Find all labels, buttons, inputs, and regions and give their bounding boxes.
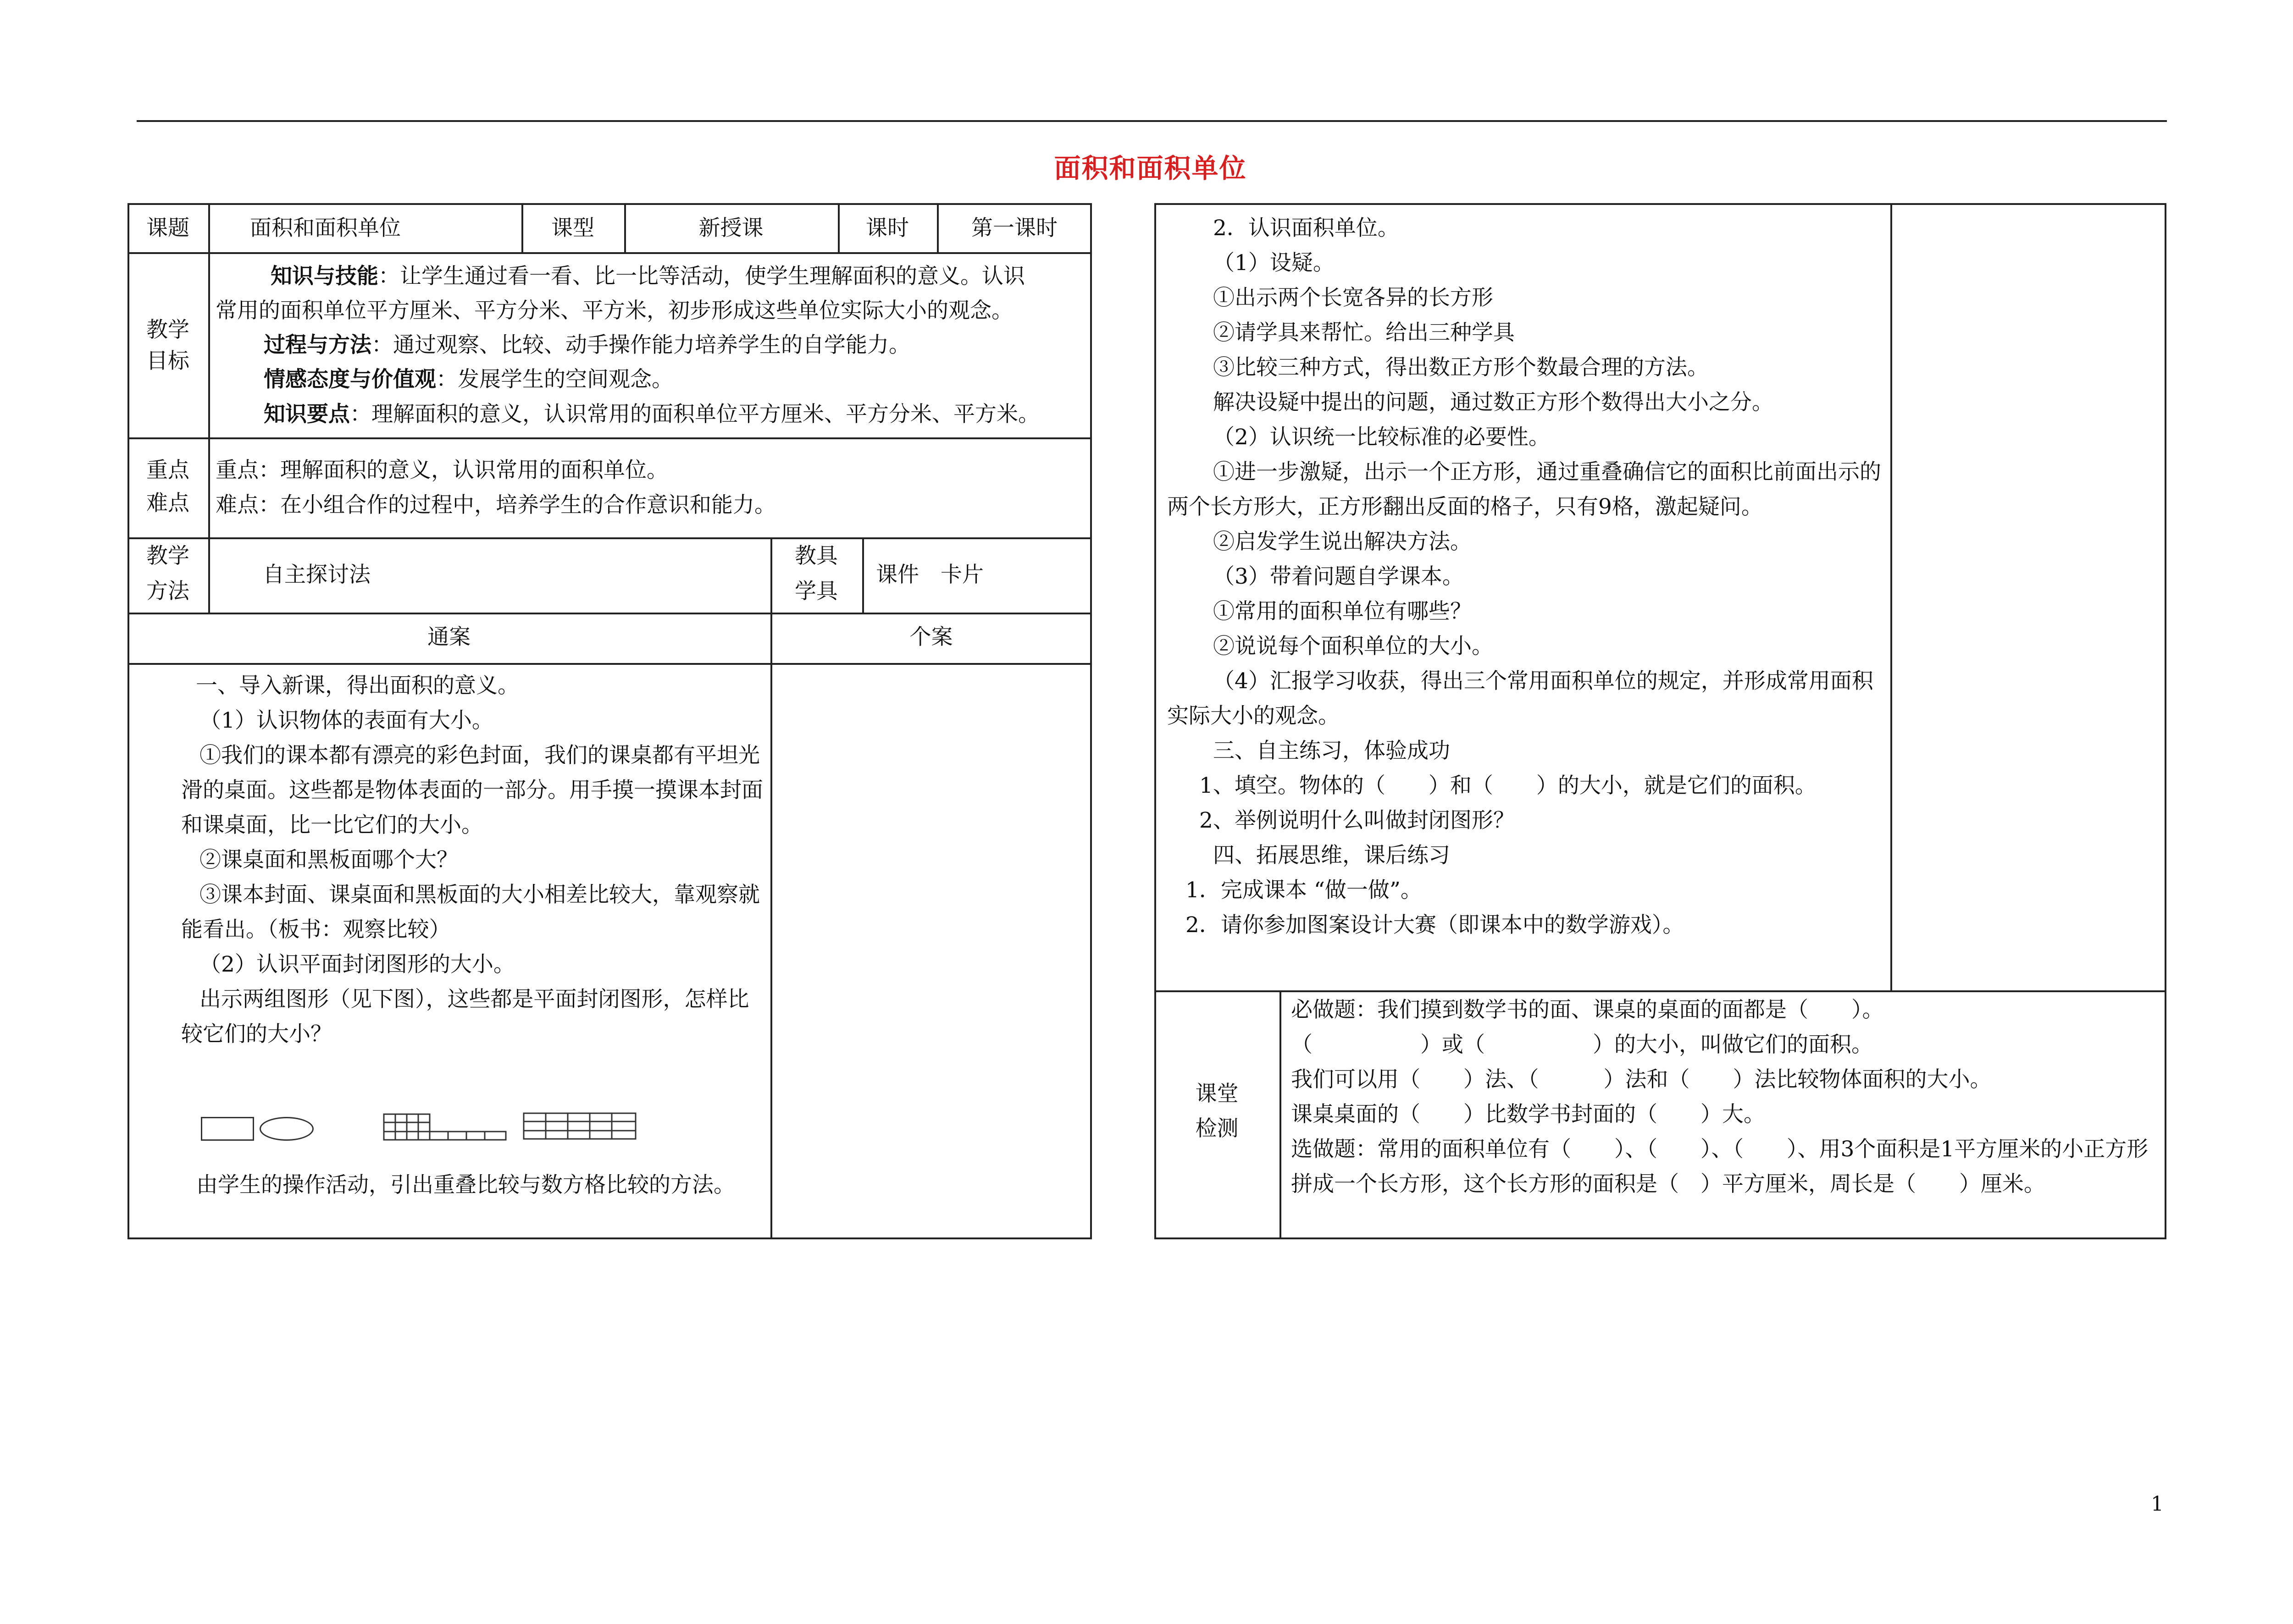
tools-label-2: 学具	[795, 579, 838, 604]
right-body-line: 三、自主练习，体验成功	[1213, 738, 1450, 763]
left-body-1	[181, 668, 764, 1052]
header-common: 通案	[427, 624, 471, 650]
right-body-line: ②说说每个面积单位的大小。	[1213, 634, 1493, 659]
check-line: （ ）或（ ）的大小，叫做它们的面积。	[1291, 1032, 1873, 1057]
goal-knowledge: 知识与技能：让学生通过看一看、比一比等活动，使学生理解面积的意义。认识	[271, 264, 1025, 289]
right-body-line: ①进一步激疑，出示一个正方形，通过重叠确信它的面积比前面出示的两个长方形大，正方形翻出反面的格子，只有9格，激起疑问。	[1167, 459, 1881, 519]
right-body	[1167, 211, 1883, 943]
goal-keypoints: 知识要点：理解面积的意义，认识常用的面积单位平方厘米、平方分米、平方米。	[264, 402, 1040, 427]
right-body-line: 1、填空。物体的（ ）和（ ）的大小，就是它们的面积。	[1199, 773, 1817, 798]
check-label-1: 课堂	[1195, 1081, 1239, 1106]
difficulty-line: 难点：在小组合作的过程中，培养学生的合作意识和能力。	[216, 492, 776, 518]
row-divider	[127, 437, 1092, 439]
left-body-line: 一、导入新课，得出面积的意义。	[196, 673, 519, 698]
right-body-line: 四、拓展思维，课后练习	[1213, 843, 1450, 868]
row-divider	[127, 613, 1092, 614]
row-divider	[127, 663, 1092, 665]
goal-knowledge-cont: 常用的面积单位平方厘米、平方分米、平方米，初步形成这些单位实际大小的观念。	[216, 298, 1013, 323]
check-label-2: 检测	[1195, 1116, 1239, 1141]
col-divider	[1890, 203, 1892, 990]
right-body-line: 2、举例说明什么叫做封闭图形？	[1199, 808, 1515, 833]
right-body-line: 2．认识面积单位。	[1213, 215, 1399, 241]
check-line: 选做题：常用的面积单位有（ ）、（ ）、（ ）、用3个面积是1平方厘米的小正方形拼成一个长方形，这个长方形的面积是（ ）平方厘米，周长是（ ）厘米。	[1291, 1137, 2149, 1197]
method-label-2: 方法	[146, 579, 189, 604]
rectangle-figure	[201, 1117, 254, 1141]
check-line: 课桌桌面的（ ）比数学书封面的（ ）大。	[1291, 1102, 1765, 1127]
col-divider	[862, 537, 864, 613]
keypoint-line: 重点：理解面积的意义，认识常用的面积单位。	[216, 458, 668, 483]
row-divider	[127, 537, 1092, 539]
right-body-line: ①常用的面积单位有哪些？	[1213, 599, 1472, 624]
method-label-1: 教学	[146, 543, 189, 569]
goal-emotion: 情感态度与价值观：发展学生的空间观念。	[264, 367, 673, 392]
keti-label: 课题	[146, 215, 189, 241]
check-line: 必做题：我们摸到数学书的面、课桌的桌面的面都是（ ）。	[1291, 997, 1884, 1022]
goal-process: 过程与方法：通过观察、比较、动手操作能力培养学生的自学能力。	[264, 332, 910, 358]
right-body-line: 解决设疑中提出的问题，通过数正方形个数得出大小之分。	[1213, 390, 1773, 415]
left-body-line: ③课本封面、课桌面和黑板面的大小相差比较大，靠观察就能看出。（板书：观察比较）	[181, 882, 760, 942]
left-body-line: （1）认识物体的表面有大小。	[199, 708, 493, 733]
left-body-line: 出示两组图形（见下图），这些都是平面封闭图形，怎样比较它们的大小？	[181, 987, 749, 1047]
row-divider	[127, 252, 1092, 254]
goals-label-2: 目标	[146, 348, 189, 374]
keypoints-label-2: 难点	[146, 491, 189, 516]
right-body-line: （4）汇报学习收获，得出三个常用面积单位的规定，并形成常用面积实际大小的观念。	[1167, 668, 1873, 729]
right-body-line: 1．完成课本 “做一做”。	[1185, 878, 1422, 903]
kexing-label: 课型	[551, 215, 594, 241]
left-body-line: ②课桌面和黑板面哪个大？	[199, 847, 458, 873]
top-rule	[137, 120, 2167, 122]
left-body-line: （2）认识平面封闭图形的大小。	[199, 952, 515, 977]
keshi-label: 课时	[866, 215, 909, 241]
keypoints-label-1: 重点	[146, 458, 189, 483]
col-divider	[1279, 990, 1281, 1239]
keti-value: 面积和面积单位	[250, 215, 401, 241]
right-body-line: ②请学具来帮忙。给出三种学具	[1213, 320, 1515, 345]
grid-rectangle-figure-2	[523, 1112, 637, 1141]
tools-value: 课件 卡片	[876, 562, 984, 587]
kexing-value: 新授课	[698, 215, 764, 241]
right-body-line: ③比较三种方式，得出数正方形个数最合理的方法。	[1213, 355, 1709, 380]
right-body-line: （3）带着问题自学课本。	[1213, 564, 1464, 589]
right-body-line: ②启发学生说出解决方法。	[1213, 529, 1472, 554]
check-line: 我们可以用（ ）法、（ ）法和（ ）法比较物体面积的大小。	[1291, 1067, 1992, 1092]
page-number: 1	[2151, 1492, 2164, 1516]
right-body-line: ①出示两个长宽各异的长方形	[1213, 285, 1493, 310]
right-body-line: （2）认识统一比较标准的必要性。	[1213, 425, 1550, 450]
keshi-value: 第一课时	[971, 215, 1058, 241]
tools-label-1: 教具	[795, 543, 838, 569]
goals-label-1: 教学	[146, 317, 189, 342]
check-body	[1291, 993, 2160, 1202]
method-value: 自主探讨法	[263, 562, 371, 587]
right-body-line: （1）设疑。	[1213, 250, 1335, 276]
ellipse-figure	[260, 1117, 314, 1141]
col-divider	[208, 203, 210, 613]
left-body-last: 由学生的操作活动，引出重叠比较与数方格比较的方法。	[196, 1172, 735, 1198]
right-body-line: 2．请你参加图案设计大赛（即课本中的数学游戏）。	[1185, 912, 1684, 938]
grid-rectangle-figure-1	[383, 1113, 507, 1142]
left-body-line: ①我们的课本都有漂亮的彩色封面，我们的课桌都有平坦光滑的桌面。这些都是物体表面的一部分。用手摸一摸课本封面和课桌面，比一比它们的大小。	[181, 743, 763, 838]
page-title: 面积和面积单位	[1054, 153, 1247, 184]
row-divider	[1154, 990, 2166, 992]
header-individual: 个案	[909, 624, 953, 650]
